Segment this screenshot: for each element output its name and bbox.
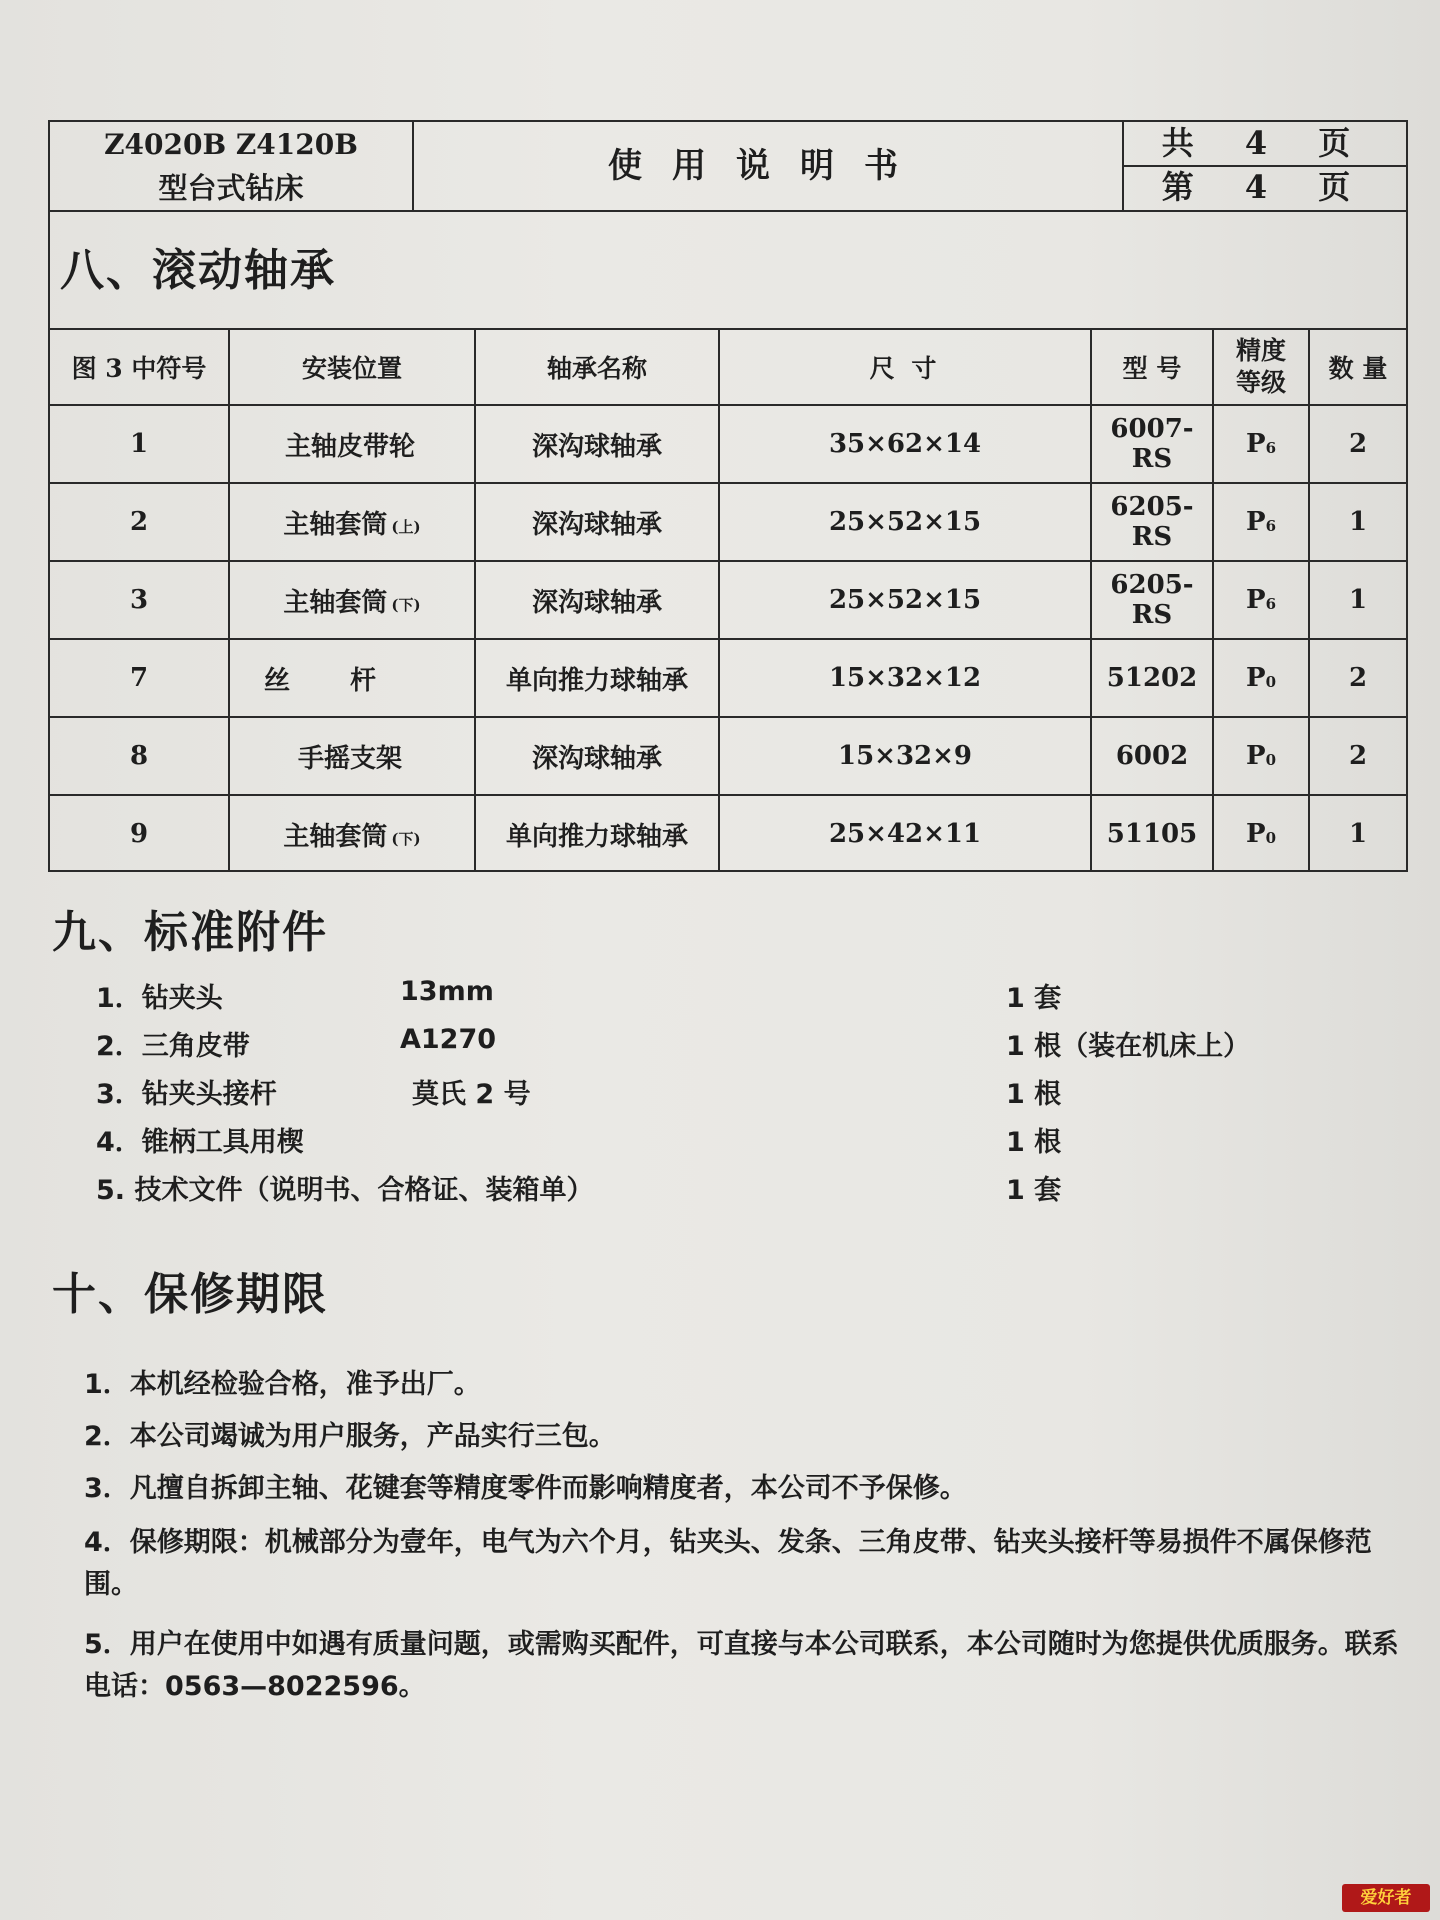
table-row — [50, 638, 1406, 716]
cell-model: 51202 — [1090, 640, 1212, 716]
position-sub: (下) — [391, 829, 421, 848]
position-text: 手摇支架 — [297, 743, 402, 774]
col-symbol: 图 3 中符号 — [71, 354, 207, 383]
cell-grade — [1212, 718, 1308, 794]
cell-symbol: 1 — [129, 429, 149, 459]
cell-model: 6002 — [1090, 718, 1212, 794]
cell-symbol: 3 — [129, 585, 149, 615]
accessory-label: 5. 技术文件（说明书、合格证、装箱单） — [96, 1175, 594, 1206]
cell-symbol: 8 — [129, 741, 149, 771]
cell-grade — [1212, 484, 1308, 560]
machine-name: 型台式钻床 — [158, 171, 304, 205]
grade-sub: 6 — [1265, 517, 1276, 535]
cell-symbol: 9 — [129, 819, 149, 849]
accessory-spec: 莫氏 2 号 — [412, 1079, 531, 1110]
col-model: 型 号 — [1090, 330, 1212, 404]
cell-grade — [1212, 640, 1308, 716]
warranty-item: 2．本公司竭诚为用户服务，产品实行三包。 — [84, 1421, 616, 1452]
accessory-label: 3．钻夹头接杆 — [96, 1079, 277, 1110]
grade-sub: 0 — [1265, 751, 1276, 769]
section9-title: 九、标准附件 — [52, 907, 328, 958]
cell-position — [228, 406, 474, 482]
watermark-logo: 爱好者 — [1342, 1884, 1430, 1912]
cell-qty: 2 — [1308, 718, 1406, 794]
col-position: 安装位置 — [228, 330, 474, 404]
cell-size: 15×32×12 — [718, 640, 1090, 716]
accessory-qty: 1 根 — [1006, 1127, 1062, 1158]
col-size: 尺 寸 — [718, 330, 1090, 404]
total-pages: 共 4 页 — [1124, 122, 1408, 167]
cell-bearing-name: 单向推力球轴承 — [474, 796, 718, 872]
table-row — [50, 716, 1406, 794]
cell-model: 6205-RS — [1090, 484, 1212, 560]
header-divider — [50, 210, 1406, 212]
position-text: 主轴皮带轮 — [284, 431, 415, 462]
cell-position — [228, 718, 474, 794]
position-text: 主轴套筒 — [283, 821, 388, 852]
warranty-item: 5．用户在使用中如遇有质量问题，或需购买配件，可直接与本公司联系，本公司随时为您提供优质服务。联系电话：0563—8022596。 — [84, 1629, 1399, 1702]
cell-position — [228, 562, 474, 638]
table-row — [50, 560, 1406, 638]
accessory-spec: 13mm — [400, 976, 494, 1007]
warranty-item: 1．本机经检验合格，准予出厂。 — [84, 1369, 481, 1400]
grade-letter: P — [1246, 819, 1266, 849]
col-grade-label: 精度等级 — [1235, 336, 1286, 397]
cell-symbol: 2 — [129, 507, 149, 537]
cell-symbol: 7 — [129, 663, 149, 693]
grade-letter: P — [1246, 585, 1266, 615]
warranty-item: 3．凡擅自拆卸主轴、花键套等精度零件而影响精度者，本公司不予保修。 — [84, 1473, 967, 1504]
col-grade — [1212, 330, 1308, 404]
accessory-label: 1．钻夹头 — [96, 983, 223, 1014]
cell-qty: 2 — [1308, 640, 1406, 716]
accessory-spec: A1270 — [400, 1024, 497, 1055]
grade-sub: 6 — [1265, 439, 1276, 457]
grade-letter: P — [1246, 741, 1266, 771]
table-row — [50, 404, 1406, 482]
position-text: 主轴套筒 — [283, 509, 388, 540]
grade-sub: 6 — [1265, 595, 1276, 613]
position-sub: (下) — [391, 595, 421, 614]
position-sub: (上) — [391, 517, 421, 536]
table-row — [50, 794, 1406, 872]
col-name: 轴承名称 — [474, 330, 718, 404]
accessory-label: 2．三角皮带 — [96, 1031, 250, 1062]
col-qty: 数 量 — [1308, 330, 1406, 404]
cell-position — [228, 640, 474, 716]
grade-sub: 0 — [1265, 673, 1276, 691]
cell-size: 15×32×9 — [718, 718, 1090, 794]
cell-size: 25×52×15 — [718, 484, 1090, 560]
cell-model: 6007-RS — [1090, 406, 1212, 482]
table-row — [50, 482, 1406, 560]
cell-position — [228, 484, 474, 560]
cell-model: 51105 — [1090, 796, 1212, 872]
warranty-item: 4．保修期限：机械部分为壹年，电气为六个月，钻夹头、发条、三角皮带、钻夹头接杆等易损件不属保修范围。 — [84, 1527, 1372, 1600]
cell-grade — [1212, 562, 1308, 638]
model-box — [50, 122, 414, 210]
accessory-label: 4．锥柄工具用楔 — [96, 1127, 304, 1158]
cell-position — [228, 796, 474, 872]
grade-letter: P — [1246, 429, 1266, 459]
section10-title: 十、保修期限 — [52, 1269, 328, 1320]
cell-bearing-name: 单向推力球轴承 — [474, 640, 718, 716]
cell-bearing-name: 深沟球轴承 — [474, 406, 718, 482]
grade-letter: P — [1246, 507, 1266, 537]
table-header-row — [50, 328, 1406, 404]
accessory-qty: 1 根（装在机床上） — [1006, 1031, 1251, 1062]
grade-sub: 0 — [1265, 829, 1276, 847]
bearing-table-frame — [48, 120, 1408, 872]
cell-grade — [1212, 796, 1308, 872]
model-line: Z4020B Z4120B — [104, 128, 358, 161]
doc-title: 使用说明书 — [414, 122, 1124, 210]
cell-bearing-name: 深沟球轴承 — [474, 484, 718, 560]
position-text: 丝杆 — [263, 665, 436, 696]
section8-title: 八、滚动轴承 — [60, 245, 336, 296]
page-box — [1124, 122, 1408, 210]
cell-grade — [1212, 406, 1308, 482]
cell-model: 6205-RS — [1090, 562, 1212, 638]
position-text: 主轴套筒 — [283, 587, 388, 618]
cell-bearing-name: 深沟球轴承 — [474, 718, 718, 794]
cell-size: 25×42×11 — [718, 796, 1090, 872]
accessory-qty: 1 套 — [1006, 1175, 1062, 1206]
current-page: 第 4 页 — [1161, 168, 1371, 206]
grade-letter: P — [1246, 663, 1266, 693]
cell-qty: 1 — [1308, 796, 1406, 872]
accessory-qty: 1 根 — [1006, 1079, 1062, 1110]
cell-qty: 1 — [1308, 484, 1406, 560]
cell-bearing-name: 深沟球轴承 — [474, 562, 718, 638]
cell-qty: 2 — [1308, 406, 1406, 482]
cell-qty: 1 — [1308, 562, 1406, 638]
cell-size: 35×62×14 — [718, 406, 1090, 482]
accessory-qty: 1 套 — [1006, 983, 1062, 1014]
cell-size: 25×52×15 — [718, 562, 1090, 638]
